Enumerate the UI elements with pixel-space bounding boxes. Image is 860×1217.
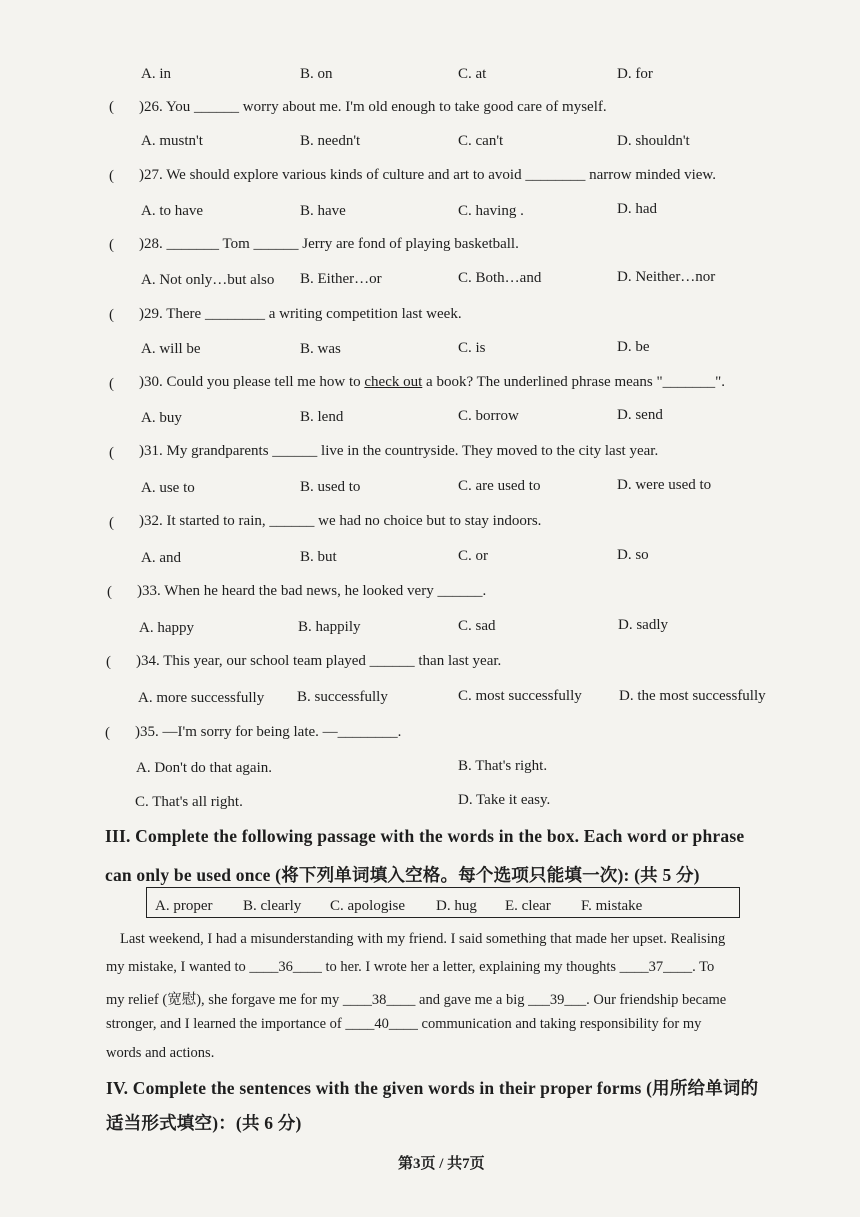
option-d: D. the most successfully: [619, 688, 766, 704]
answer-paren: (: [109, 376, 114, 392]
option-a: A. Don't do that again.: [136, 760, 273, 776]
option-d: D. be: [617, 339, 650, 355]
word-box-item: C. apologise: [330, 898, 405, 914]
option-a: A. buy: [141, 410, 182, 426]
option-b: B. have: [300, 203, 346, 219]
option-b: B. happily: [298, 619, 361, 635]
passage-line: my relief (宽慰), she forgave me for my ____38____ and gave me a big ___39___. Our friendship became: [106, 992, 727, 1008]
option-c: C. are used to: [458, 478, 541, 494]
section-3-heading-cont: can only be used once (将下列单词填入空格。每个选项只能填一次): (共 5 分): [105, 865, 700, 885]
question-stem: )27. We should explore various kinds of culture and art to avoid ________ narrow minded view.: [139, 167, 717, 183]
question-stem: )26. You ______ worry about me. I'm old enough to take good care of myself.: [139, 99, 607, 115]
option-c: C. That's all right.: [135, 794, 243, 810]
q25-option-d: D. for: [617, 66, 653, 82]
passage-line: stronger, and I learned the importance of ____40____ communication and taking responsibility for my: [106, 1016, 702, 1032]
option-b: B. That's right.: [458, 758, 548, 774]
option-d: D. so: [617, 547, 649, 563]
option-d: D. had: [617, 201, 657, 217]
underlined-phrase: check out: [364, 374, 423, 390]
section-4-heading-cont: 适当形式填空)：(共 6 分): [106, 1113, 302, 1133]
answer-paren: (: [109, 168, 114, 184]
option-d: D. Neither…nor: [617, 269, 716, 285]
answer-paren: (: [109, 237, 114, 253]
option-d: D. sadly: [618, 617, 668, 633]
question-stem: )30. Could you please tell me how to check out a book? The underlined phrase means "_______".: [139, 374, 726, 390]
option-b: B. was: [300, 341, 341, 357]
option-b: B. lend: [300, 409, 344, 425]
page-number: 第3页 / 共7页: [398, 1156, 485, 1172]
q25-option-c: C. at: [458, 66, 487, 82]
question-stem: )31. My grandparents ______ live in the countryside. They moved to the city last year.: [139, 443, 659, 459]
option-d: D. send: [617, 407, 663, 423]
option-b: B. needn't: [300, 133, 361, 149]
option-a: A. happy: [139, 620, 194, 636]
word-box-item: D. hug: [436, 898, 477, 914]
q25-option-b: B. on: [300, 66, 333, 82]
option-c: C. borrow: [458, 408, 519, 424]
answer-paren: (: [109, 445, 114, 461]
question-stem: )29. There ________ a writing competition last week.: [139, 306, 462, 322]
answer-paren: (: [107, 584, 112, 600]
answer-paren: (: [106, 654, 111, 670]
passage-line: my mistake, I wanted to ____36____ to her. I wrote her a letter, explaining my thoughts ____37____. To: [106, 959, 715, 975]
option-d: D. were used to: [617, 477, 712, 493]
option-a: A. mustn't: [141, 133, 203, 149]
option-c: C. or: [458, 548, 488, 564]
question-stem: )33. When he heard the bad news, he looked very ______.: [137, 583, 487, 599]
option-d: D. shouldn't: [617, 133, 690, 149]
word-box-item: E. clear: [505, 898, 551, 914]
word-box-item: F. mistake: [581, 898, 643, 914]
question-stem: )35. —I'm sorry for being late. —________.: [135, 724, 402, 740]
option-a: A. and: [141, 550, 181, 566]
option-b: B. Either…or: [300, 271, 382, 287]
passage-line: Last weekend, I had a misunderstanding with my friend. I said something that made her upset. Realising: [120, 931, 726, 947]
option-b: B. successfully: [297, 689, 388, 705]
option-c: C. most successfully: [458, 688, 582, 704]
passage-line: words and actions.: [106, 1045, 215, 1061]
answer-paren: (: [109, 515, 114, 531]
question-stem: )34. This year, our school team played ______ than last year.: [136, 653, 502, 669]
option-a: A. will be: [141, 341, 201, 357]
option-a: A. more successfully: [138, 690, 265, 706]
option-a: A. Not only…but also: [141, 272, 275, 288]
option-c: C. is: [458, 340, 486, 356]
option-a: A. use to: [141, 480, 195, 496]
option-c: C. Both…and: [458, 270, 542, 286]
answer-paren: (: [109, 307, 114, 323]
word-box-item: B. clearly: [243, 898, 302, 914]
section-3-heading: III. Complete the following passage with the words in the box. Each word or phrase: [105, 826, 745, 846]
answer-paren: (: [109, 99, 114, 115]
question-stem: )28. _______ Tom ______ Jerry are fond of playing basketball.: [139, 236, 519, 252]
option-c: C. can't: [458, 133, 504, 149]
option-c: C. having .: [458, 203, 524, 219]
option-d: D. Take it easy.: [458, 792, 551, 808]
option-c: C. sad: [458, 618, 496, 634]
word-box-item: A. proper: [155, 898, 213, 914]
option-b: B. used to: [300, 479, 361, 495]
section-4-heading: IV. Complete the sentences with the given words in their proper forms (用所给单词的: [106, 1078, 759, 1098]
answer-paren: (: [105, 725, 110, 741]
option-a: A. to have: [141, 203, 204, 219]
question-stem: )32. It started to rain, ______ we had no choice but to stay indoors.: [139, 513, 542, 529]
q25-option-a: A. in: [141, 66, 171, 82]
option-b: B. but: [300, 549, 337, 565]
